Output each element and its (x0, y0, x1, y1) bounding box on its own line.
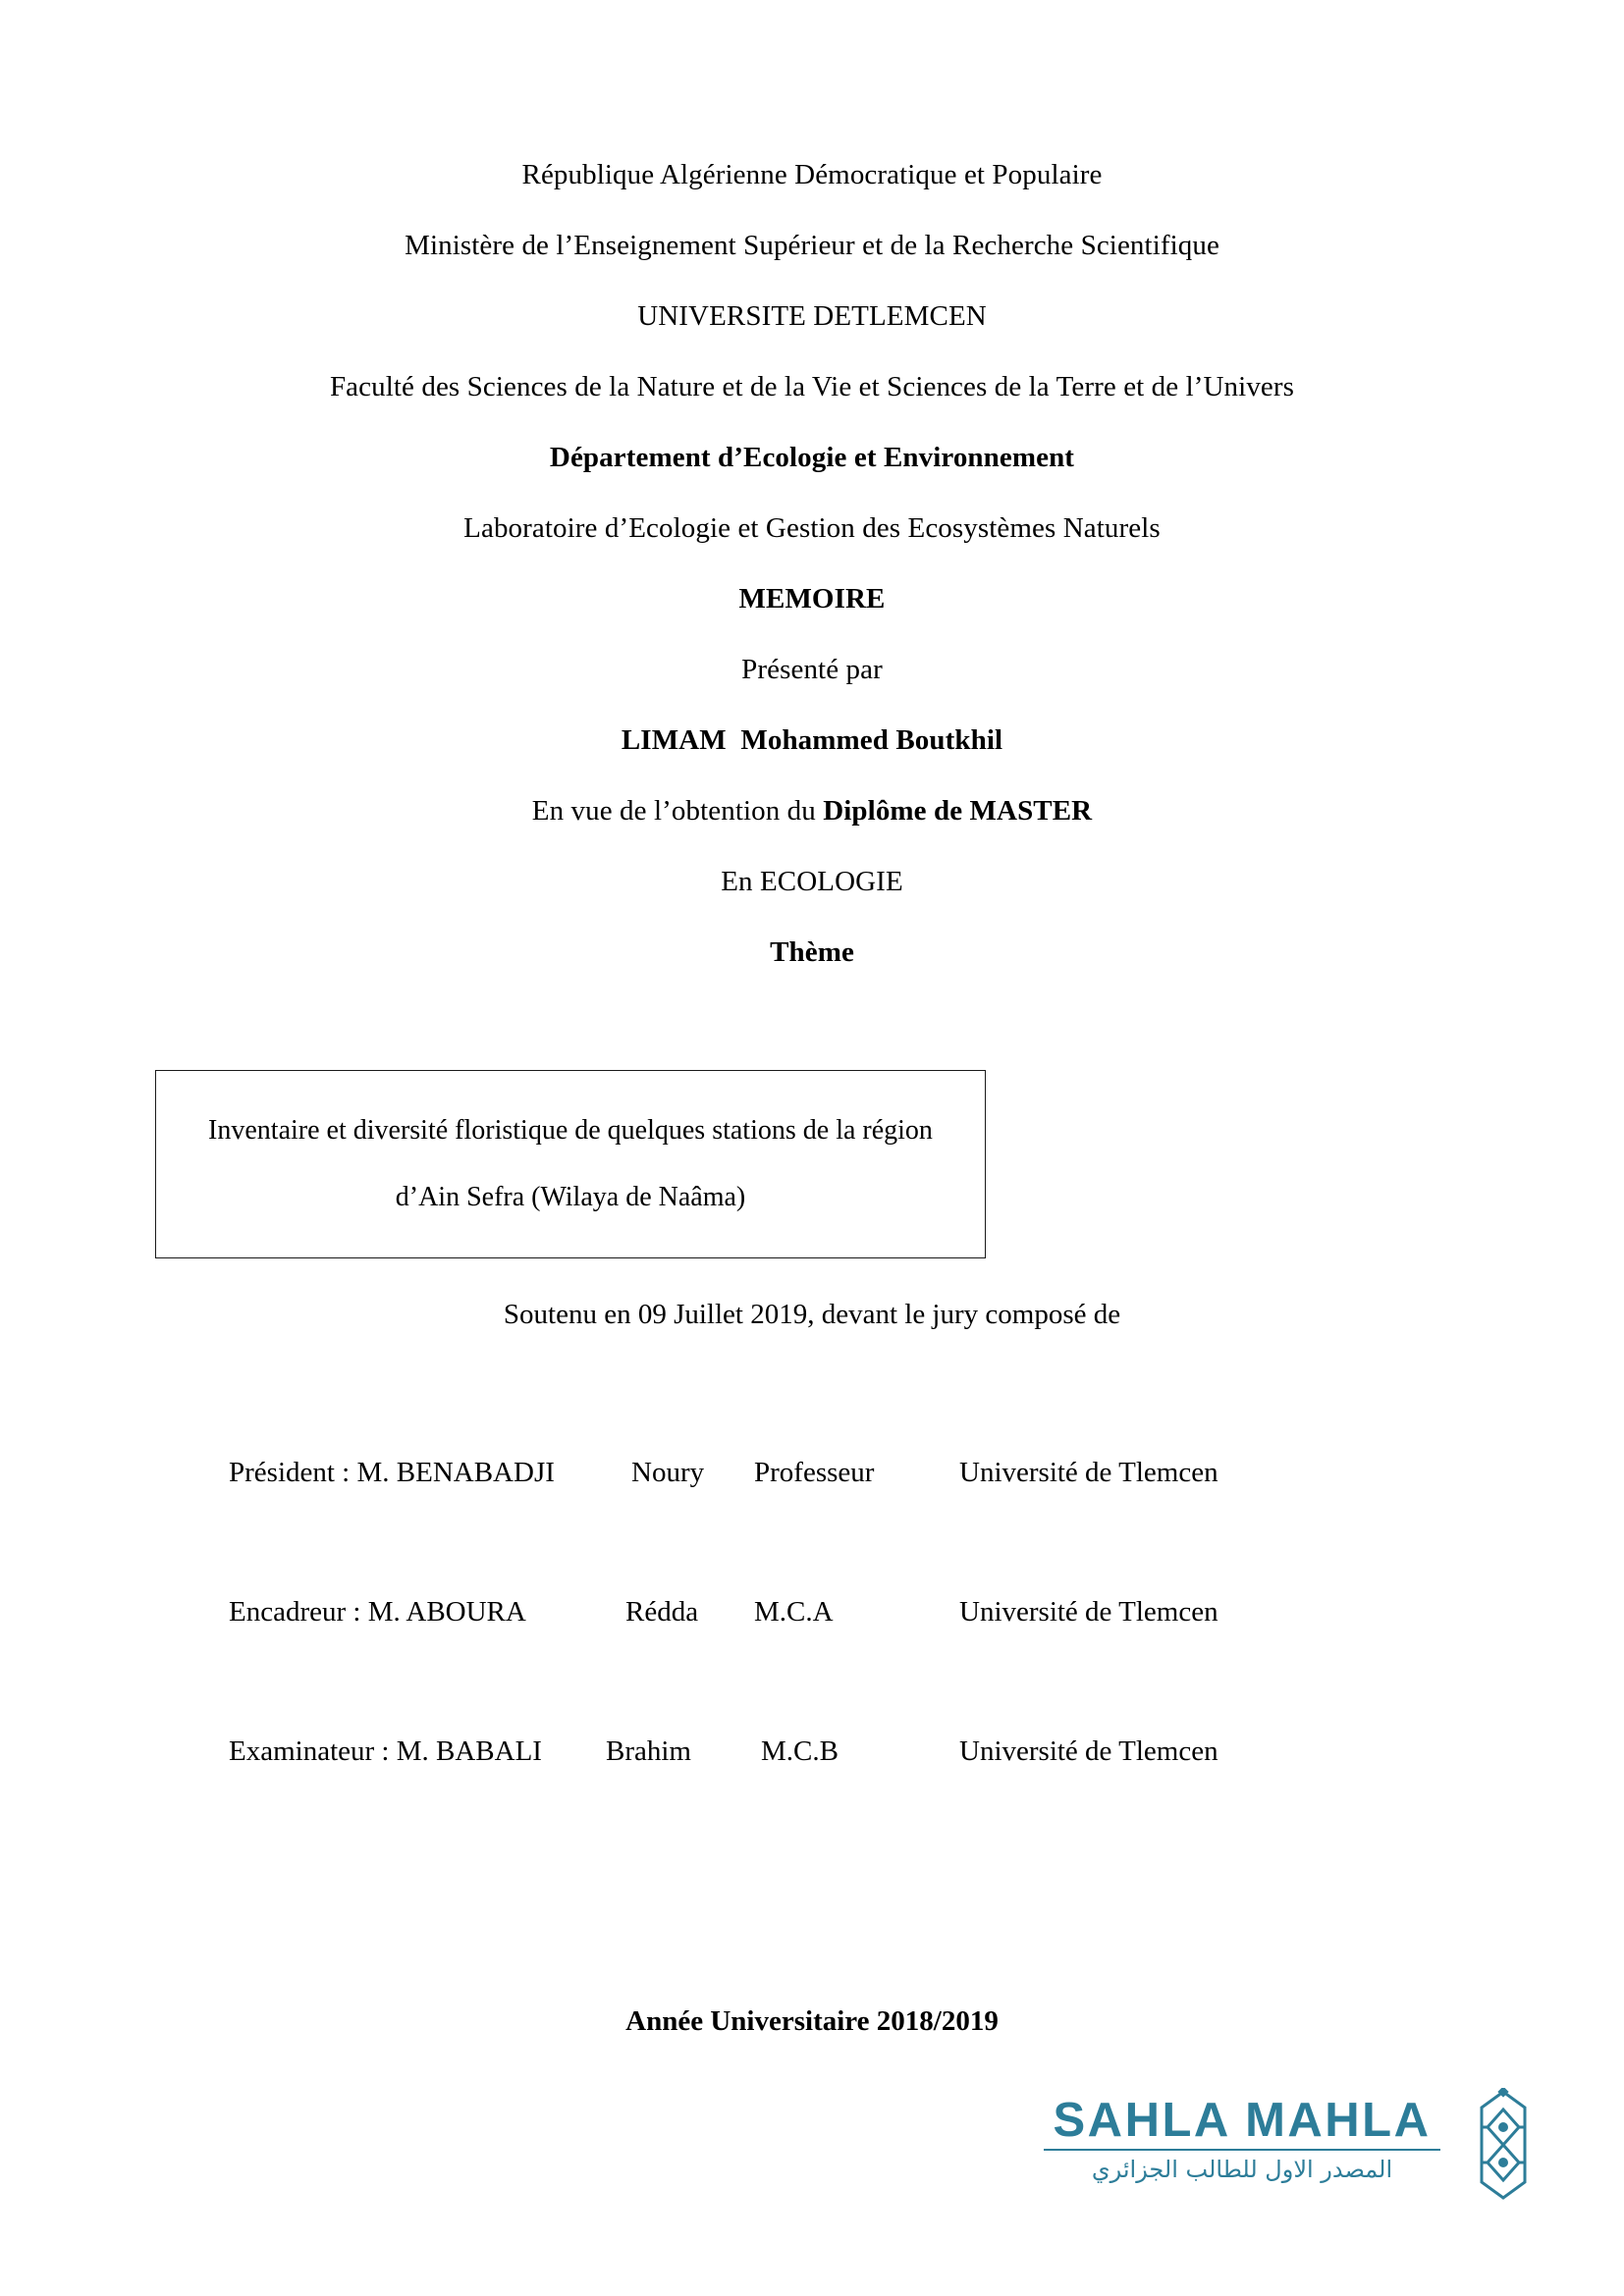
jury-institution: Université de Tlemcen (959, 1735, 1218, 1767)
theme-label: Thème (770, 936, 854, 968)
sahla-mahla-watermark (1036, 2086, 1586, 2238)
academic-year: Année Universitaire 2018/2019 (625, 2005, 999, 2037)
thesis-title-line-1: Inventaire et diversité floristique de quelques stations de la région (208, 1115, 933, 1146)
jury-list (0, 1453, 1624, 1871)
degree-prefix: En vue de l’obtention du (531, 795, 824, 827)
jury-grade: Professeur (754, 1457, 875, 1488)
jury-row (0, 1732, 1624, 1871)
jury-first-name: Noury (631, 1457, 705, 1488)
jury-grade: M.C.A (754, 1596, 834, 1628)
thesis-title-line-2: d’Ain Sefra (Wilaya de Naâma) (395, 1182, 746, 1212)
header-line-republic: République Algérienne Démocratique et Populaire (521, 159, 1103, 190)
header-line-department: Département d’Ecologie et Environnement (549, 442, 1075, 473)
brand-tagline-arabic: المصدر الاول للطالب الجزائري (1091, 2156, 1393, 2183)
degree-emphasis: Diplôme de MASTER (823, 795, 1093, 827)
specialty-line: En ECOLOGIE (721, 866, 903, 897)
jury-first-name: Rédda (625, 1596, 699, 1628)
degree-line (0, 775, 1624, 846)
header-line-university: UNIVERSITE DETLEMCEN (637, 300, 987, 332)
institution-header (0, 139, 1624, 988)
header-line-laboratory: Laboratoire d’Ecologie et Gestion des Ecosystèmes Naturels (463, 512, 1161, 544)
jury-row (0, 1453, 1624, 1592)
presented-by-label: Présenté par (741, 654, 883, 685)
header-line-faculty: Faculté des Sciences de la Nature et de la Vie et Sciences de la Terre et de l’Univers (329, 371, 1295, 402)
jury-institution: Université de Tlemcen (959, 1457, 1218, 1488)
brand-name: SAHLA MAHLA (1053, 2094, 1432, 2147)
jury-grade: M.C.B (761, 1735, 839, 1767)
jury-row (0, 1592, 1624, 1732)
theme-box-inner (156, 1071, 985, 1257)
defense-date-line: Soutenu en 09 Juillet 2019, devant le jury composé de (503, 1299, 1121, 1330)
jury-institution: Université de Tlemcen (959, 1596, 1218, 1628)
document-type-memoire: MEMOIRE (738, 583, 886, 614)
theme-box (155, 1070, 986, 1258)
jury-role-president: Président : M. BENABADJI (229, 1457, 555, 1488)
jury-role-supervisor: Encadreur : M. ABOURA (229, 1596, 526, 1628)
jury-first-name: Brahim (606, 1735, 691, 1767)
author-name: LIMAM Mohammed Boutkhil (621, 724, 1003, 756)
brand-divider (1044, 2149, 1440, 2151)
header-line-ministry: Ministère de l’Enseignement Supérieur et de la Recherche Scientifique (405, 230, 1219, 261)
jury-role-examiner: Examinateur : M. BABALI (229, 1735, 542, 1767)
sahla-mahla-emblem-icon (1452, 2088, 1554, 2202)
